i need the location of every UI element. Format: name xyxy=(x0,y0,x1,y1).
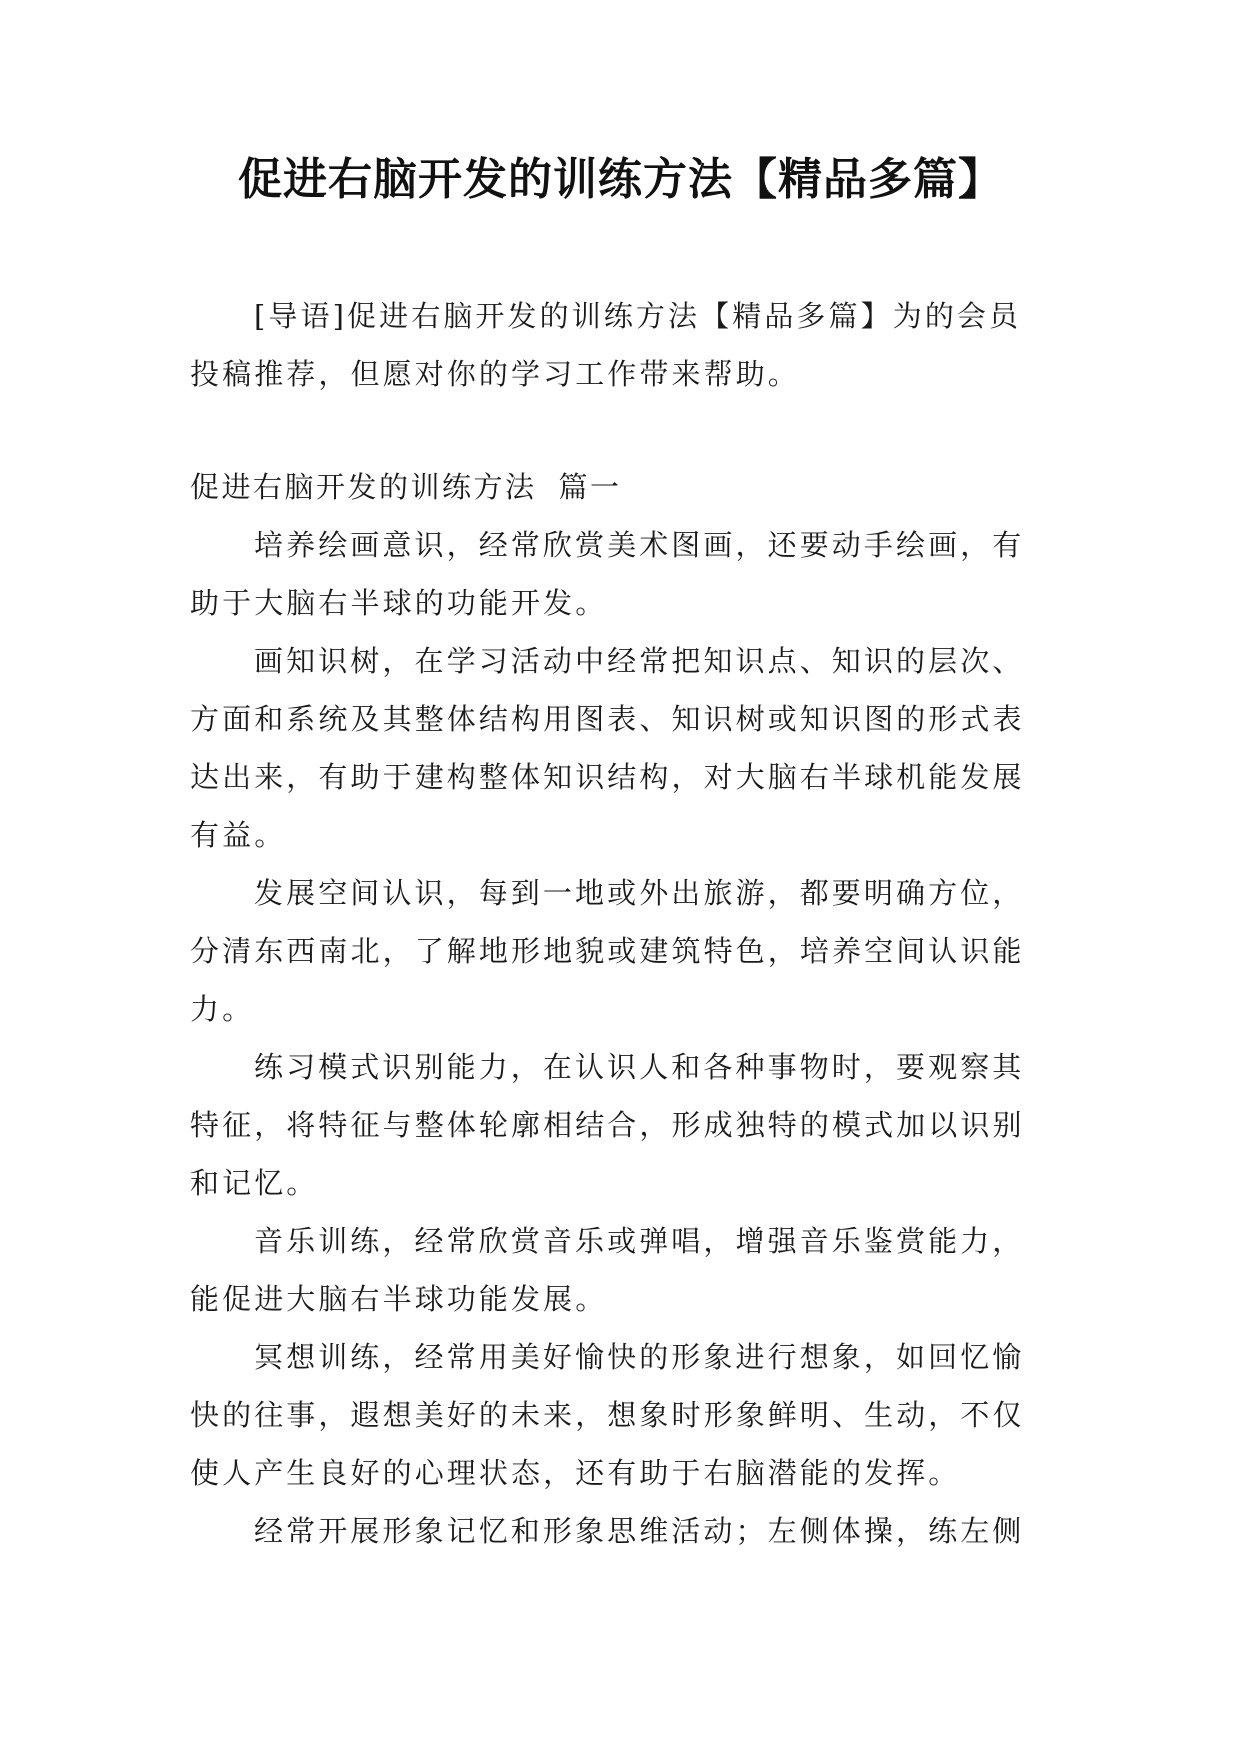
body-paragraph: 画知识树，在学习活动中经常把知识点、知识的层次、方面和系统及其整体结构用图表、知识树或知识图的形式表达出来，有助于建构整体知识结构，对大脑右半球机能发展有益。 xyxy=(190,644,1025,852)
body-paragraph: 冥想训练，经常用美好愉快的形象进行想象，如回忆愉快的往事，遐想美好的未来，想象时形象鲜明、生动，不仅使人产生良好的心理状态，还有助于右脑潜能的发挥。 xyxy=(190,1340,1025,1490)
section-heading xyxy=(190,458,622,516)
body-paragraph: 发展空间认识，每到一地或外出旅游，都要明确方位，分清东西南北，了解地形地貌或建筑特色，培养空间认识能力。 xyxy=(190,876,1025,1026)
intro-paragraph: [导语]促进右脑开发的训练方法【精品多篇】为的会员投稿推荐，但愿对你的学习工作带来帮助。 xyxy=(190,299,1022,391)
section-heading-suffix: 篇一 xyxy=(558,470,622,504)
body-paragraph: 培养绘画意识，经常欣赏美术图画，还要动手绘画，有助于大脑右半球的功能开发。 xyxy=(190,528,1025,620)
body-paragraph: 练习模式识别能力，在认识人和各种事物时，要观察其特征，将特征与整体轮廓相结合，形成独特的模式加以识别和记忆。 xyxy=(190,1050,1025,1200)
section-heading-title: 促进右脑开发的训练方法 xyxy=(190,470,537,504)
section-body xyxy=(190,516,1050,1560)
intro-block xyxy=(190,287,1050,403)
body-paragraph: 音乐训练，经常欣赏音乐或弹唱，增强音乐鉴赏能力，能促进大脑右半球功能发展。 xyxy=(190,1224,1025,1316)
body-paragraph: 经常开展形象记忆和形象思维活动；左侧体操，练左侧 xyxy=(254,1514,1025,1548)
document-title: 促进右脑开发的训练方法【精品多篇】 xyxy=(238,154,1003,205)
